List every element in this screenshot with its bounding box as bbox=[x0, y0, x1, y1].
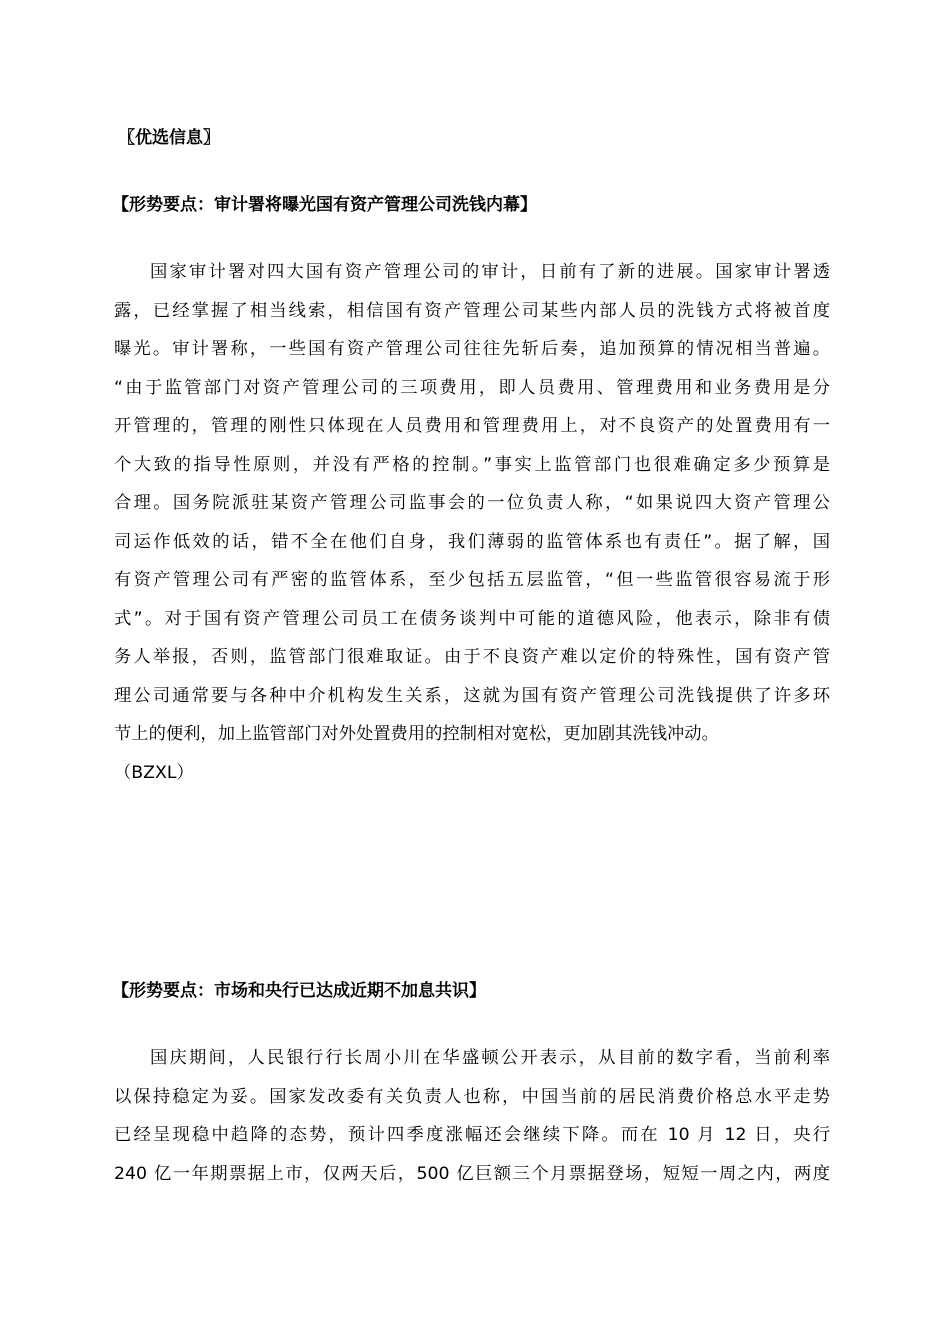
paragraph-line: 露，已经掌握了相当线索，相信国有资产管理公司某些内部人员的洗钱方式将被首度 bbox=[114, 300, 830, 321]
paragraph-line: 理公司通常要与各种中介机构发生关系，这就为国有资产管理公司洗钱提供了许多环 bbox=[114, 685, 830, 706]
source-tag: （BZXL） bbox=[114, 762, 194, 783]
paragraph-line: 已经呈现稳中趋降的态势，预计四季度涨幅还会继续下降。而在 10 月 12 日，央行 bbox=[114, 1125, 830, 1145]
paragraph-line: 合理。国务院派驻某资产管理公司监事会的一位负责人称，“如果说四大资产管理公 bbox=[114, 493, 830, 513]
paragraph-line: 国家审计署对四大国有资产管理公司的审计，日前有了新的进展。国家审计署透 bbox=[150, 262, 830, 282]
paragraph-line: 曝光。审计署称，一些国有资产管理公司往往先斩后奏，追加预算的情况相当普遍。 bbox=[114, 339, 830, 359]
paragraph-line: 开管理的，管理的刚性只体现在人员费用和管理费用上，对不良资产的处置费用有一 bbox=[114, 416, 830, 436]
paragraph-line: 240 亿一年期票据上市，仅两天后，500 亿巨额三个月票据登场，短短一周之内，两度 bbox=[114, 1163, 830, 1184]
paragraph-line: 务人举报，否则，监管部门很难取证。由于不良资产难以定价的特殊性，国有资产管 bbox=[114, 647, 830, 667]
article-body-interest-rate bbox=[114, 1039, 830, 1193]
section-tag: 〖优选信息〗 bbox=[118, 128, 220, 148]
paragraph-line: 有资产管理公司有严密的监管体系，至少包括五层监管，“但一些监管很容易流于形 bbox=[114, 570, 830, 590]
paragraph-line: 以保持稳定为妥。国家发改委有关负责人也称，中国当前的居民消费价格总水平走势 bbox=[114, 1086, 830, 1107]
article-body-audit bbox=[114, 253, 830, 792]
paragraph-line: 个大致的指导性原则，并没有严格的控制。”事实上监管部门也很难确定多少预算是 bbox=[114, 454, 830, 475]
paragraph-line: 国庆期间，人民银行行长周小川在华盛顿公开表示，从目前的数字看，当前利率 bbox=[150, 1048, 830, 1068]
article-heading-interest-rate: 【形势要点：市场和央行已达成近期不加息共识】 bbox=[112, 981, 486, 1001]
article-heading-audit: 【形势要点：审计署将曝光国有资产管理公司洗钱内幕】 bbox=[112, 195, 537, 215]
paragraph-line: 式”。对于国有资产管理公司员工在债务谈判中可能的道德风险，他表示，除非有债 bbox=[114, 608, 830, 629]
paragraph-line: 司运作低效的话，错不全在他们自身，我们薄弱的监管体系也有责任”。据了解，国 bbox=[114, 531, 830, 552]
paragraph-line: “由于监管部门对资产管理公司的三项费用，即人员费用、管理费用和业务费用是分 bbox=[114, 377, 830, 398]
paragraph-line: 节上的便利，加上监管部门对外处置费用的控制相对宽松，更加剧其洗钱冲动。 bbox=[114, 724, 719, 744]
